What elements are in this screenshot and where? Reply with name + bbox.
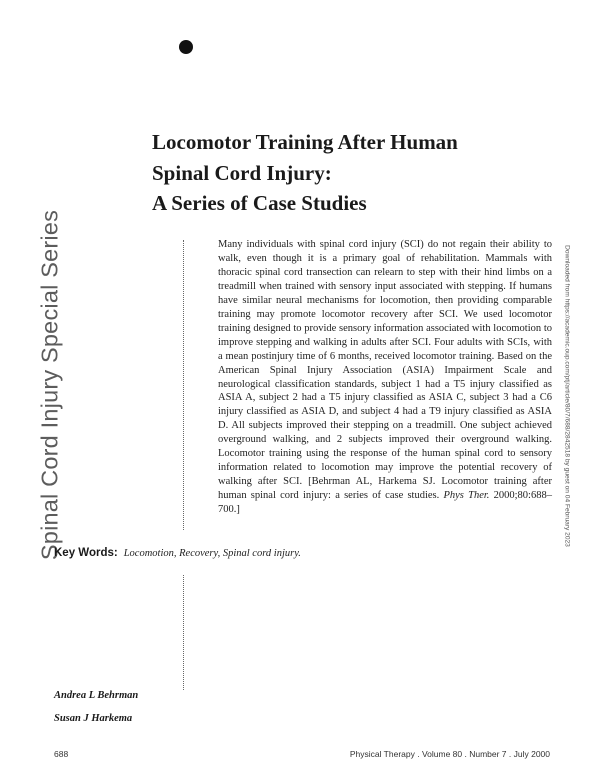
citation-journal: Phys Ther. — [443, 490, 490, 502]
journal-footer: Physical Therapy . Volume 80 . Number 7 . July 2000 — [349, 749, 550, 759]
author-1: Andrea L Behrman — [54, 690, 139, 701]
abstract-body: Many individuals with spinal cord injury (SCI) do not regain their ability to walk, even though it is a primary goal of rehabilitation. Mammals with thoracic spinal cord transection can relearn to step with their hind limbs on a treadmill when trained with sensory input associated with stepping. If humans have similar neural mechanisms for locomotion, then providing comparable training may promote locomotor recovery after SCI. We used locomotor training designed to provide sensory information associated with locomotion to improve stepping and walking in adults after SCI. Four adults with SCIs, with a mean postinjury time of 6 months, received locomotor training. Based on the American Spinal Injury Association (ASIA) Impairment Scale and neurological classification standards, subject 1 had a T5 injury classified as ASIA A, subject 2 had a T5 injury classified as ASIA C, subject 3 had a C6 injury classified as ASIA D, and subject 4 had a T9 injury classified as ASIA D. All subjects improved their stepping on a treadmill. One subject achieved overground walking, and 2 subjects improved their overground walking. Locomotor training using the response of the human spinal cord to sensory information related to locomotion may improve the potential recovery of walking after SCI. — [218, 239, 552, 488]
abstract — [218, 238, 552, 517]
series-label: Spinal Cord Injury Special Series — [36, 209, 63, 561]
title-line-1: Locomotor Training After Human — [152, 130, 458, 154]
author-2: Susan J Harkema — [54, 713, 133, 724]
citation-details: 2000;80:688–700.] — [218, 490, 552, 516]
title-line-2: Spinal Cord Injury: — [152, 160, 332, 185]
bullet-dot — [179, 40, 193, 54]
keywords — [54, 543, 301, 561]
keywords-text: Locomotion, Recovery, Spinal cord injury. — [123, 548, 301, 559]
keywords-label: Key Words: — [54, 547, 118, 559]
dotted-rule-bottom — [183, 575, 184, 690]
page-number: 688 — [54, 749, 69, 759]
dotted-rule-top — [183, 240, 184, 530]
title-line-3: A Series of Case Studies — [152, 191, 367, 215]
article-title — [152, 127, 458, 219]
download-note: Downloaded from https://academic.oup.com/ptj/article/80/7/688/2842518 by guest on 04 February 2023 — [563, 245, 571, 547]
abstract-citation: [Behrman AL, Harkema SJ. Locomotor training after human spinal cord injury: a series of case studies. — [218, 476, 552, 502]
